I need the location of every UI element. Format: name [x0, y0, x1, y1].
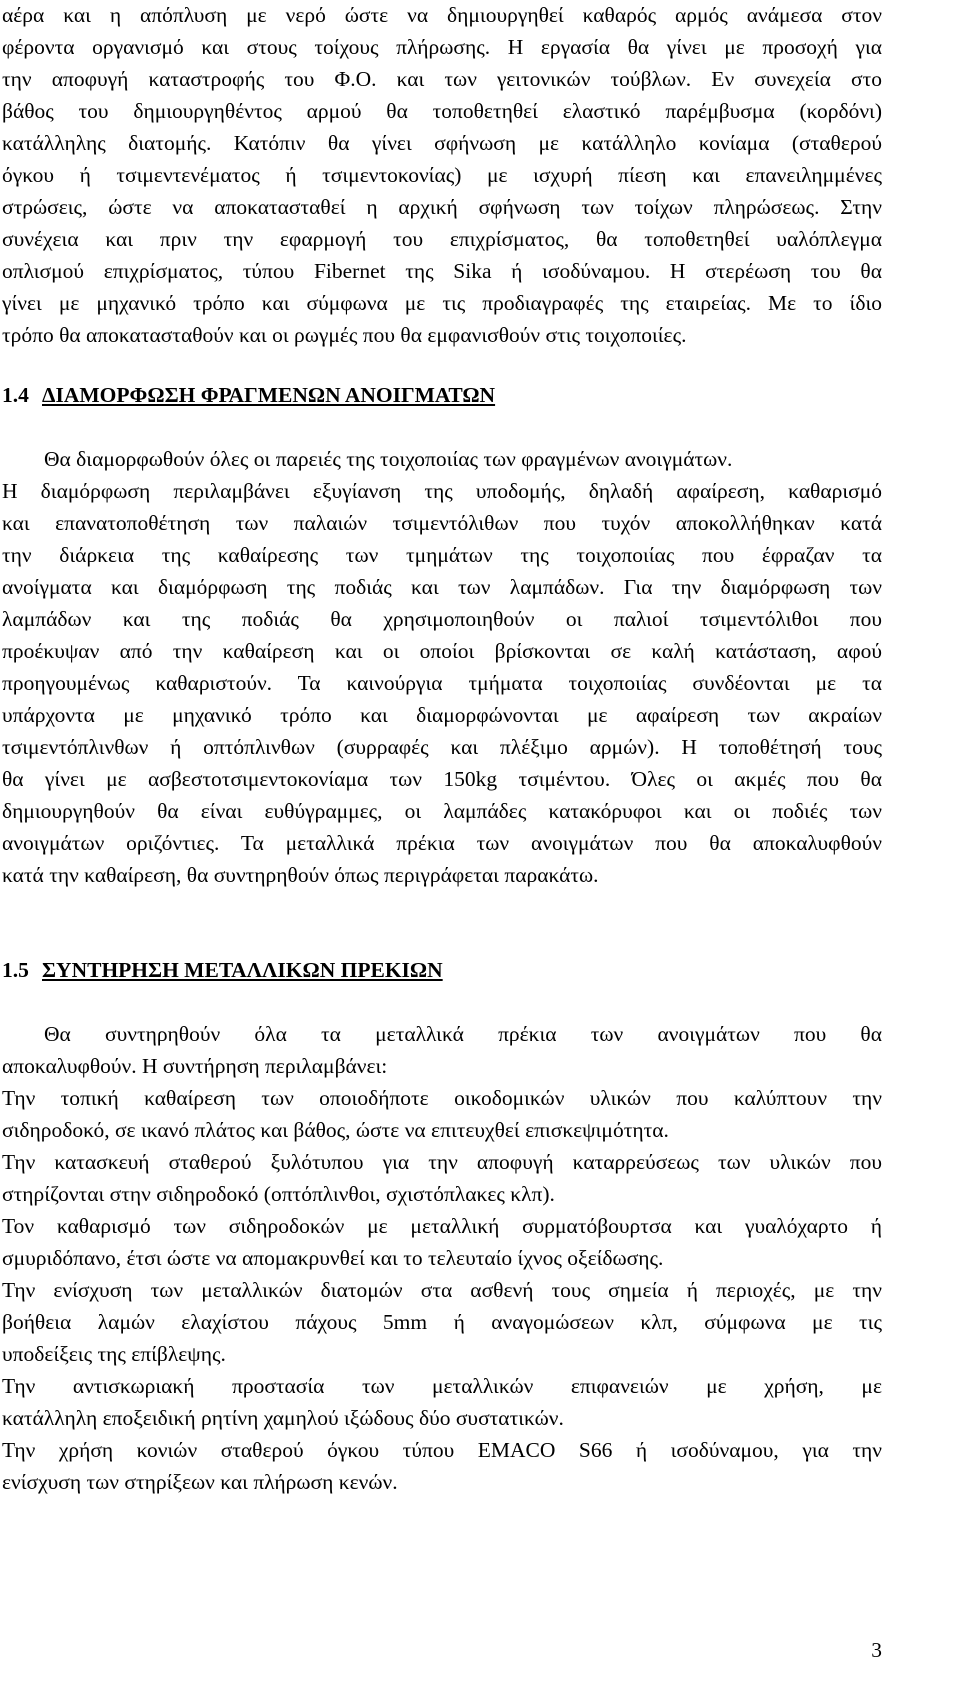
text-line: βοήθεια λαμών ελαχίστου πάχους 5mm ή αναγομώσεων κλπ, σύμφωνα με τις [2, 1310, 882, 1334]
list-item: Τον καθαρισμό των σιδηροδοκών με μεταλλική συρματόβουρτσα και γυαλόχαρτο ή [2, 1214, 882, 1238]
section-number: 1.4 [2, 383, 29, 407]
page-number: 3 [871, 1638, 882, 1662]
section-title: ΔΙΑΜΟΡΦΩΣΗ ΦΡΑΓΜΕΝΩΝ ΑΝΟΙΓΜΑΤΩΝ [42, 383, 496, 407]
text-line: υποδείξεις της επίβλεψης. [2, 1342, 226, 1366]
text-line: και επανατοποθέτηση των παλαιών τσιμεντόλιθων που τυχόν αποκολλήθηκαν κατά [2, 511, 882, 535]
text-line: Η διαμόρφωση περιλαμβάνει εξυγίανση της υποδομής, δηλαδή αφαίρεση, καθαρισμό [2, 479, 882, 503]
text-line: ενίσχυση των στηρίξεων και πλήρωση κενών. [2, 1470, 398, 1494]
text-line: βάθος του δημιουργηθέντος αρμού θα τοποθετηθεί ελαστικό παρέμβυσμα (κορδόνι) [2, 99, 882, 123]
text-line: υπάρχοντα με μηχανικό τρόπο και διαμορφώνονται με αφαίρεση των ακραίων [2, 703, 882, 727]
text-line: θα γίνει με ασβεστοτσιμεντοκονίαμα των 150kg τσιμέντου. Όλες οι ακμές που θα [2, 767, 882, 791]
list-item: Την κατασκευή σταθερού ξυλότυπου για την αποφυγή καταρρεύσεως των υλικών που [2, 1150, 882, 1174]
text-line: Θα διαμορφωθούν όλες οι παρειές της τοιχοποιίας των φραγμένων ανοιγμάτων. [44, 447, 733, 471]
list-item: Την αντισκωριακή προστασία των μεταλλικών επιφανειών με χρήση, με [2, 1374, 882, 1398]
text-line: κατάλληλης διατομής. Κατόπιν θα γίνει σφήνωση με κατάλληλο κονίαμα (σταθερού [2, 131, 882, 155]
text-line: την αποφυγή καταστροφής του Φ.Ο. και των γειτονικών τούβλων. Εν συνεχεία στο [2, 67, 882, 91]
text-line: κατά την καθαίρεση, θα συντηρηθούν όπως περιγράφεται παρακάτω. [2, 863, 599, 887]
text-line: σιδηροδοκό, σε ικανό πλάτος και βάθος, ώστε να επιτευχθεί επισκεψιμότητα. [2, 1118, 669, 1142]
text-line: την διάρκεια της καθαίρεσης των τμημάτων της τοιχοποιίας που έφραζαν τα [2, 543, 882, 567]
text-line: όγκου ή τσιμεντενέματος ή τσιμεντοκονίας) με ισχυρή πίεση και επανειλημμένες [2, 163, 882, 187]
list-item: Την τοπική καθαίρεση των οποιοδήποτε οικοδομικών υλικών που καλύπτουν την [2, 1086, 882, 1110]
text-line: δημιουργηθούν θα είναι ευθύγραμμες, οι λαμπάδες κατακόρυφοι και οι ποδιές των [2, 799, 882, 823]
text-line: οπλισμού επιχρίσματος, τύπου Fibernet της Sika ή ισοδύναμου. Η στερέωση του θα [2, 259, 882, 283]
text-line: λαμπάδων και της ποδιάς θα χρησιμοποιηθούν οι παλιοί τσιμεντόλιθοι που [2, 607, 882, 631]
section-number: 1.5 [2, 958, 29, 982]
text-line: τσιμεντόπλινθων ή οπτόπλινθων (συρραφές και πλέξιμο αρμών). Η τοποθέτησή τους [2, 735, 882, 759]
text-line: στηρίζονται στην σιδηροδοκό (οπτόπλινθοι, σχιστόπλακες κλπ). [2, 1182, 555, 1206]
text-line: γίνει με μηχανικό τρόπο και σύμφωνα με τις προδιαγραφές της εταιρείας. Με το ίδιο [2, 291, 882, 315]
text-line: σμυριδόπανο, έτσι ώστε να απομακρυνθεί και το τελευταίο ίχνος οξείδωσης. [2, 1246, 664, 1270]
text-line: ανοίγματα και διαμόρφωση της ποδιάς και των λαμπάδων. Για την διαμόρφωση των [2, 575, 882, 599]
text-line: ανοιγμάτων οριζόντιες. Τα μεταλλικά πρέκια των ανοιγμάτων που θα αποκαλυφθούν [2, 831, 882, 855]
text-line: στρώσεις, ώστε να αποκατασταθεί η αρχική σφήνωση των τοίχων πληρώσεως. Στην [2, 195, 882, 219]
section-heading-1-5 [2, 955, 443, 985]
text-line: συνέχεια και πριν την εφαρμογή του επιχρίσματος, θα τοποθετηθεί υαλόπλεγμα [2, 227, 882, 251]
list-item: Την χρήση κονιών σταθερού όγκου τύπου EMACO S66 ή ισοδύναμου, για την [2, 1438, 882, 1462]
text-line: προέκυψαν από την καθαίρεση και οι οποίοι βρίσκονται σε καλή κατάσταση, αφού [2, 639, 882, 663]
list-item: Την ενίσχυση των μεταλλικών διατομών στα ασθενή τους σημεία ή περιοχές, με την [2, 1278, 882, 1302]
text-line: τρόπο θα αποκατασταθούν και οι ρωγμές που θα εμφανισθούν στις τοιχοποιίες. [2, 323, 687, 347]
text-line: αποκαλυφθούν. Η συντήρηση περιλαμβάνει: [2, 1054, 388, 1078]
section-heading-1-4 [2, 380, 495, 410]
text-line: κατάλληλη εποξειδική ρητίνη χαμηλού ιξώδους δύο συστατικών. [2, 1406, 564, 1430]
text-line: προηγουμένως καθαριστούν. Τα καινούργια τμήματα τοιχοποιίας συνδέονται με τα [2, 671, 882, 695]
text-line: Θα συντηρηθούν όλα τα μεταλλικά πρέκια των ανοιγμάτων που θα [44, 1022, 882, 1046]
text-line: αέρα και η απόπλυση με νερό ώστε να δημιουργηθεί καθαρός αρμός ανάμεσα στον [2, 3, 882, 27]
section-title: ΣΥΝΤΗΡΗΣΗ ΜΕΤΑΛΛΙΚΩΝ ΠΡΕΚΙΩΝ [42, 958, 443, 982]
text-line: φέροντα οργανισμό και στους τοίχους πλήρωσης. Η εργασία θα γίνει με προσοχή για [2, 35, 882, 59]
